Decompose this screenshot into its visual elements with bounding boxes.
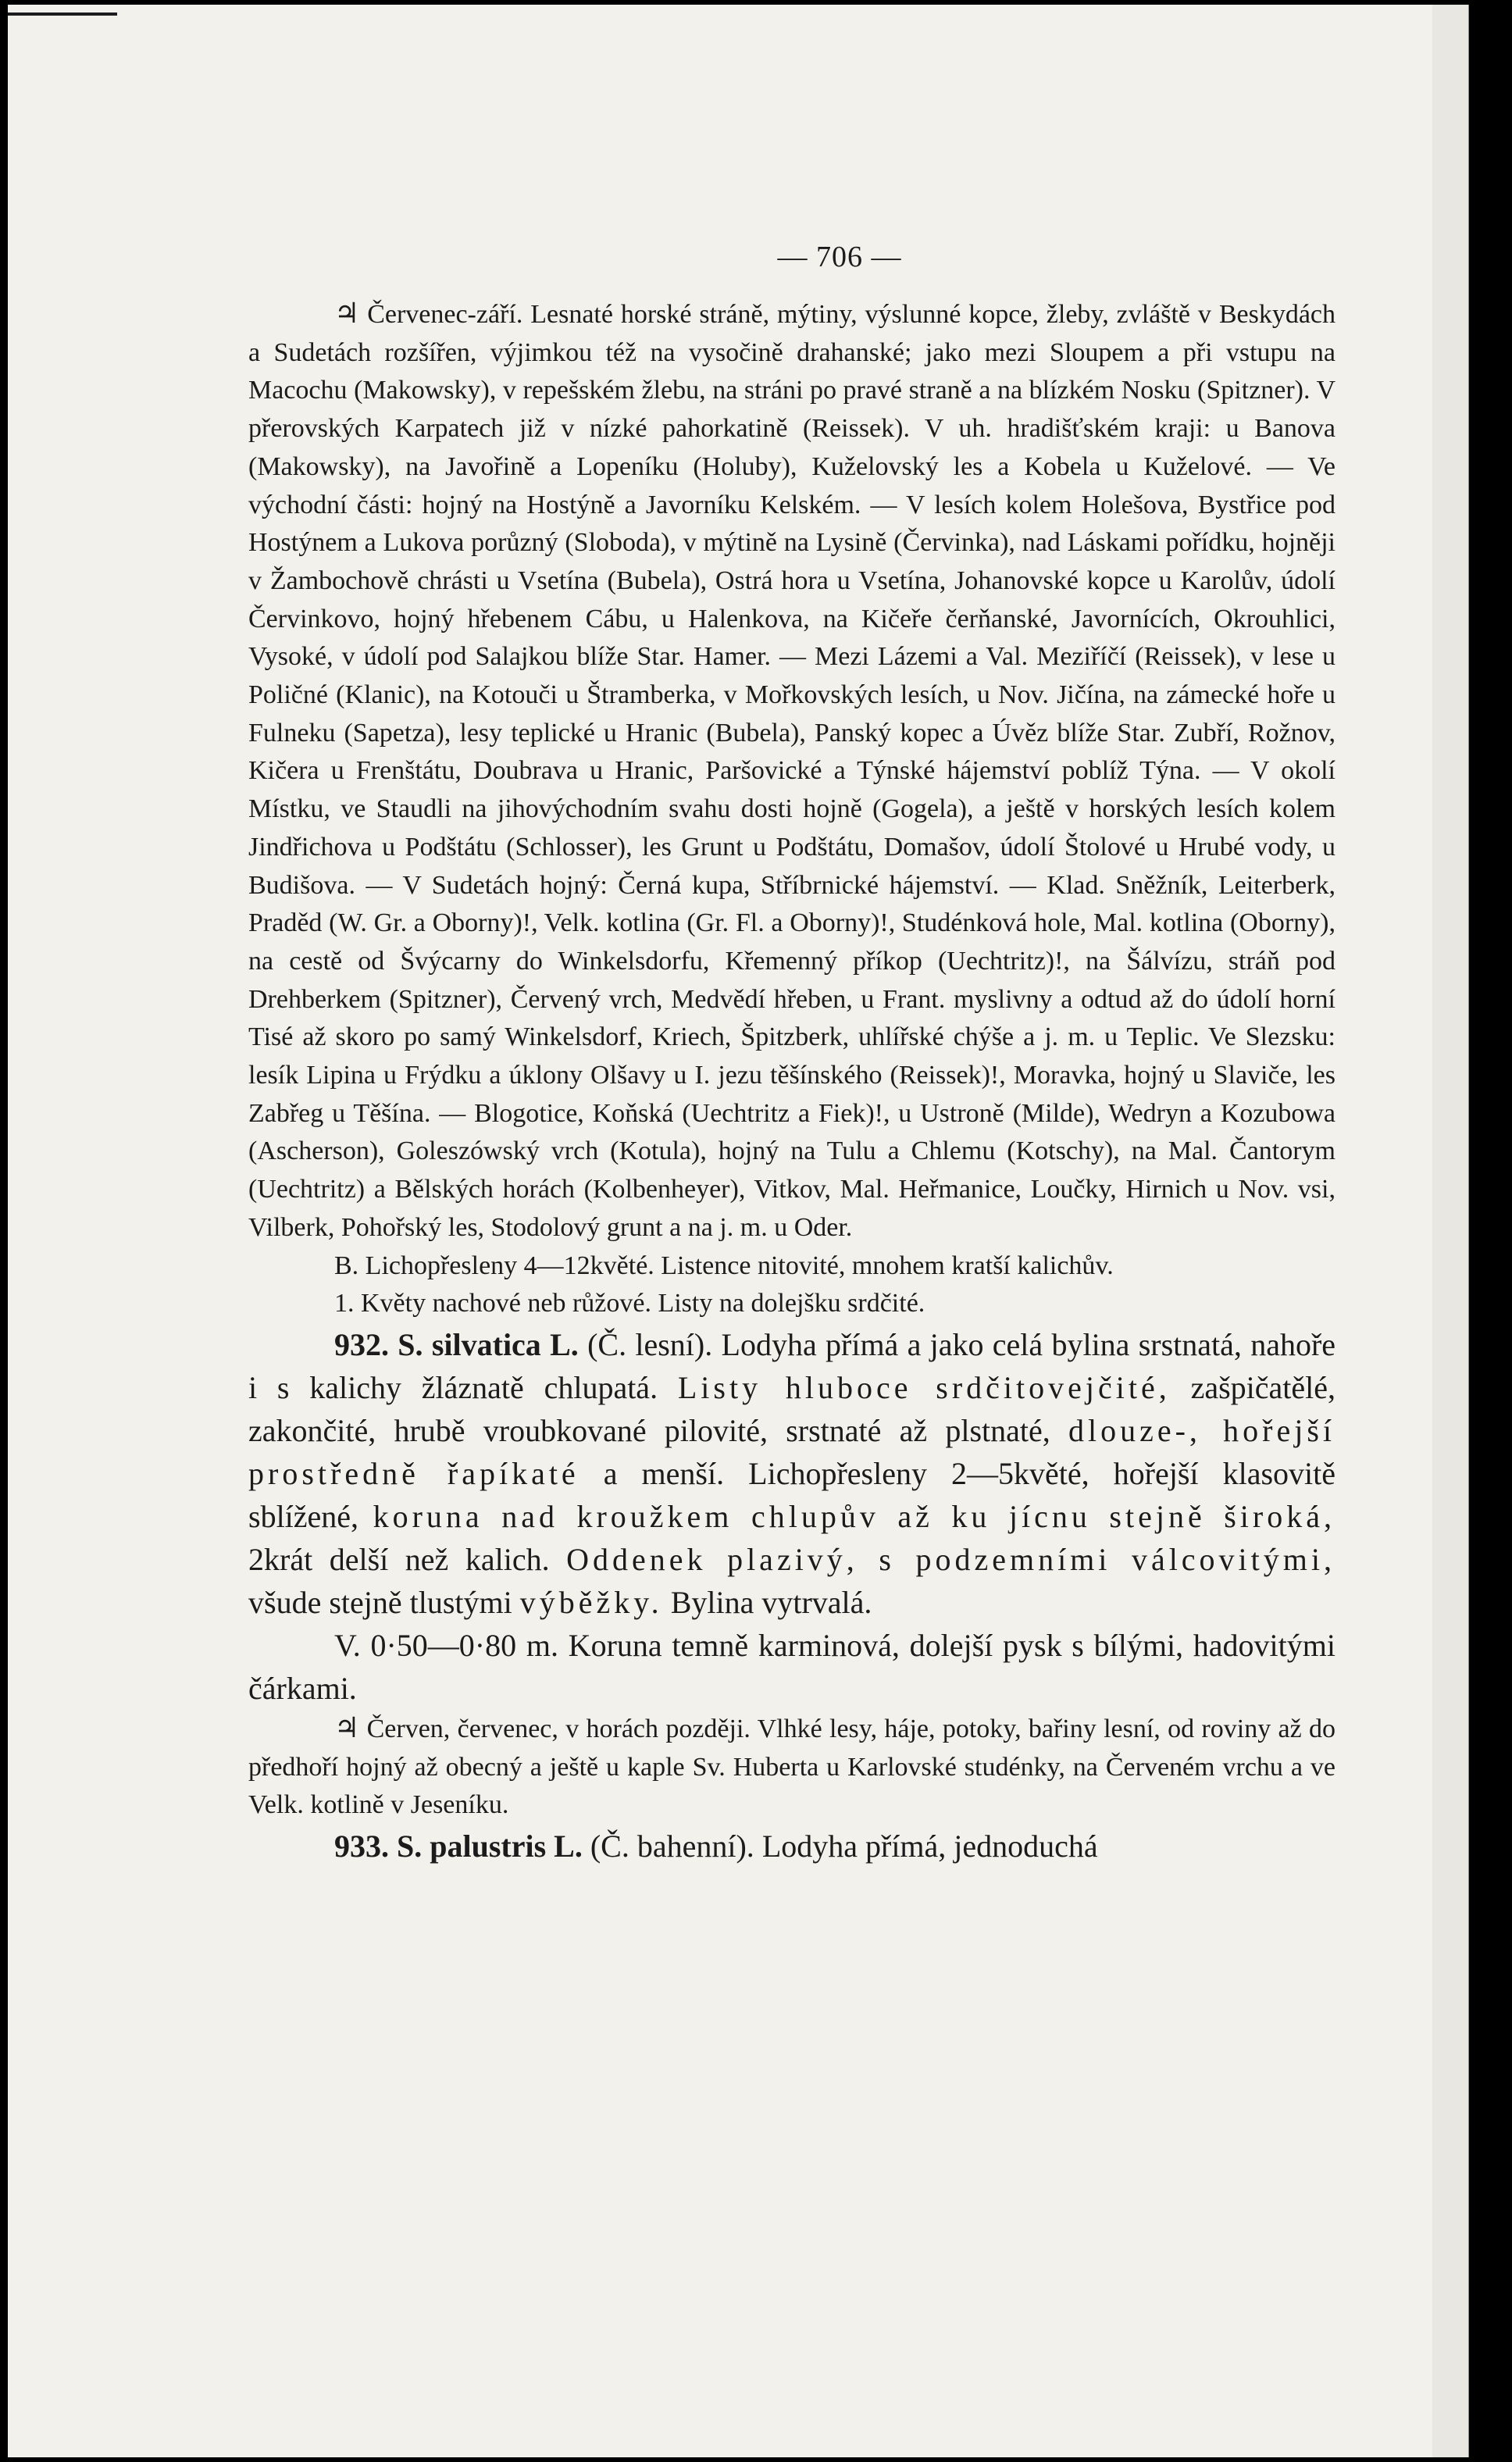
species-932-text-j: výběžky. bbox=[519, 1584, 663, 1620]
species-933-text: Lodyha přímá, jednoduchá bbox=[761, 1829, 1098, 1864]
species-933-description bbox=[248, 1825, 1335, 1868]
species-932-text-k: Bylina vytrvalá. bbox=[670, 1584, 872, 1620]
species-932 bbox=[248, 1323, 1335, 1710]
species-932-text-c: zašpičatělé, zakončité, hrubě vroubkované pilovité, srstnaté až plstnaté, bbox=[248, 1369, 1335, 1448]
species-932-text-h: Oddenek plazivý, s podzemními válcovitými, bbox=[566, 1541, 1336, 1577]
species-932-text-a: Lodyha přímá a jako celá bylina srstnatá, nahoře i s kalichy žláznatě chlupatá. bbox=[248, 1326, 1336, 1405]
species-932-habitat-paragraph bbox=[248, 1710, 1335, 1825]
species-932-number: 932. bbox=[334, 1326, 389, 1362]
species-932-name: S. silvatica L. bbox=[398, 1326, 579, 1362]
species-932-text-d: dlouze-, hořejší prostředně řapíkaté bbox=[248, 1412, 1335, 1491]
species-932-common: (Č. lesní). bbox=[587, 1326, 713, 1362]
species-932-description bbox=[248, 1323, 1335, 1624]
main-text bbox=[248, 295, 1335, 1868]
species-932-text-f: koruna nad kroužkem chlupův až ku jícnu stejně široká, bbox=[373, 1498, 1335, 1534]
species-933-common: (Č. bahenní). bbox=[590, 1829, 754, 1864]
species-932-size: V. 0·50—0·80 m. Koruna temně karminová, dolejší pysk s bílými, hadovitými čárkami. bbox=[248, 1627, 1335, 1706]
species-933-number: 933. bbox=[334, 1829, 389, 1864]
species-932-text-e: a menší. Lichopřesleny 2—5květé, hořejší klasovitě sblížené, bbox=[248, 1455, 1336, 1534]
page-number: — 706 — bbox=[777, 241, 902, 273]
species-932-text-i: všude stejně tlustými bbox=[248, 1584, 512, 1620]
scan-margin-shadow bbox=[1432, 5, 1468, 2457]
species-933 bbox=[248, 1825, 1335, 1868]
perennial-symbol-2: ♃ bbox=[334, 1711, 360, 1744]
key-line-b: B. Lichopřesleny 4—12květé. Listence nitovité, mnohem kratší kalichův. bbox=[334, 1251, 1114, 1280]
species-932-habitat: Červen, červenec, v horách později. Vlhké lesy, háje, potoky, bařiny lesní, od roviny až do předhoří hojný až obecný a ještě u kaple Sv. Huberta u Karlovské studénky, na Červeném vrchu a ve Velk. kotlině v Jeseníku. bbox=[248, 1714, 1336, 1820]
scan-edge-mark bbox=[8, 12, 117, 16]
continuation-text: Červenec-září. Lesnaté horské stráně, mýtiny, výslunné kopce, žleby, zvláště v Beskydách a Sudetách rozšířen, výjimkou též na vysočině drahanské; jako mezi Sloupem a při vstupu na Macochu (Makowsky), v repešském žlebu, na stráni po pravé straně a na blízkém Nosku (Spitzner). V přerovských Karpatech již v nízké pahorkatině (Reissek). V uh. hradišťském kraji: u Banova (Makowsky), na Javořině a Lopeníku (Holuby), Kuželovský les a Kobela u Kuželové. — Ve východní části: hojný na Hostýně a Javorníku Kelském. — V lesích kolem Holešova, Bystřice pod Hostýnem a Lukova porůzný (Sloboda), v mýtině na Lysině (Červinka), nad Láskami pořídku, hojněji v Žambochově chrásti u Vsetína (Bubela), Ostrá hora u Vsetína, Johanovské kopce u Karolův, údolí Červinkovo, hojný hřebenem Cábu, u Halenkova, na Kičeře čerňanské, Javornících, Okrouhlici, Vysoké, v údolí pod Salajkou blíže Star. Hamer. — Mezi Lázemi a Val. Meziříčí (Reissek), v lese u Poličné (Klanic), na Kotouči u Štramberka, v Mořkovských lesích, u Nov. Jičína, na zámecké hoře u Fulneku (Sapetza), lesy teplické u Hranic (Bubela), Panský kopec a Úvěz blíže Star. Zubří, Rožnov, Kičera u Frenštátu, Doubrava u Hranic, Paršovické a Týnské hájemství poblíž Týna. — V okolí Místku, ve Staudli na jihovýchodním svahu dosti hojně (Gogela), a ještě v horských lesích kolem Jindřichova u Podštátu (Schlosser), les Grunt u Podštátu, Domašov, údolí Štolové u Hrubé vody, u Budišova. — V Sudetách hojný: Černá kupa, Stříbrnické hájemství. — Klad. Sněžník, Leiterberk, Praděd (W. Gr. a Oborny)!, Velk. kotlina (Gr. Fl. a Oborny)!, Studénková hole, Mal. kotlina (Oborny), na cestě od Švýcarny do Winkelsdorfu, Křemenný příkop (Uechtritz)!, na Šálvízu, stráň pod Drehberkem (Spitzner), Červený vrch, Medvědí hřeben, u Frant. myslivny a odtud až do údolí horní Tisé až skoro po samý Winkelsdorf, Kriech, Špitzberk, uhlířské chýše a j. m. u Teplic. Ve Slezsku: lesík Lipina u Frýdku a úklony Olšavy u I. jezu těšínského (Reissek)!, Moravka, hojný u Slaviče, les Zabřeg u Těšína. — Blogotice, Koňská (Uechtritz a Fiek)!, u Ustroně (Milde), Wedryn a Kozubowa (Ascherson), Goleszówský vrch (Kotula), hojný na Tulu a Chlemu (Kotschy), na Mal. Čantorym (Uechtritz) a Bělských horách (Kolbenheyer), Vitkov, Mal. Heřmanice, Loučky, Hirnich u Nov. vsi, Vilberk, Pohořský les, Stodolový grunt a na j. m. u Oder. bbox=[248, 300, 1335, 1242]
species-933-name: S. palustris L. bbox=[397, 1829, 583, 1864]
key-line-1: 1. Květy nachové neb růžové. Listy na dolejšku srdčité. bbox=[334, 1289, 925, 1318]
species-932-text-g: 2krát delší než kalich. bbox=[248, 1541, 550, 1577]
species-932-text-b: Listy hluboce srdčitovejčité, bbox=[677, 1369, 1171, 1405]
perennial-symbol: ♃ bbox=[334, 298, 360, 330]
continuation-paragraph bbox=[248, 295, 1335, 1247]
